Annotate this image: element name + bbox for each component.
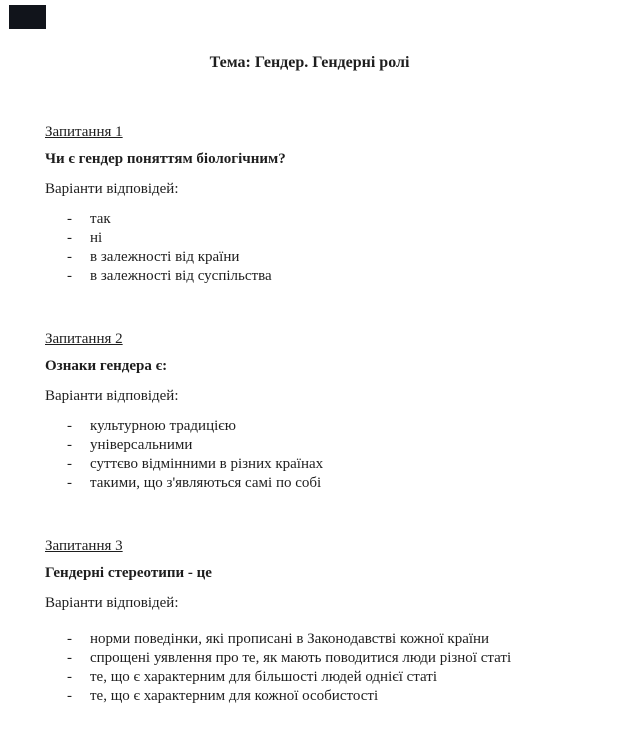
- question-heading: Запитання 1: [45, 124, 123, 140]
- dash-marker: -: [67, 211, 72, 227]
- dash-marker: -: [67, 437, 72, 453]
- option-text: універсальними: [90, 437, 193, 453]
- dash-marker: -: [67, 631, 72, 647]
- option-text: те, що є характерним для більшості людей однієї статі: [90, 669, 437, 685]
- dash-marker: -: [67, 650, 72, 666]
- option-item: [67, 229, 619, 248]
- option-item: [67, 474, 619, 493]
- dash-marker: -: [67, 456, 72, 472]
- dash-marker: -: [67, 688, 72, 704]
- option-item: [67, 267, 619, 286]
- dash-marker: -: [67, 268, 72, 284]
- option-text: в залежності від суспільства: [90, 268, 272, 284]
- option-item: [67, 210, 619, 229]
- option-text: ні: [90, 230, 103, 246]
- option-item: [67, 630, 619, 649]
- option-text: суттєво відмінними в різних країнах: [90, 456, 324, 472]
- question-block-2: [0, 330, 619, 493]
- option-text: норми поведінки, які прописані в Законодавстві кожної країни: [90, 631, 490, 647]
- option-item: [67, 436, 619, 455]
- option-text: такими, що з'являються самі по собі: [90, 475, 322, 491]
- option-text: те, що є характерним для кожної особистості: [90, 688, 379, 704]
- question-text: Ознаки гендера є:: [45, 358, 168, 374]
- dash-marker: -: [67, 418, 72, 434]
- option-text: так: [90, 211, 111, 227]
- question-block-1: [0, 123, 619, 286]
- question-text: Гендерні стереотипи - це: [45, 565, 212, 581]
- option-text: культурною традицією: [90, 418, 236, 434]
- question-heading: Запитання 3: [45, 538, 123, 554]
- page-title: Тема: Гендер. Гендерні ролі: [209, 54, 410, 71]
- dash-marker: -: [67, 475, 72, 491]
- dash-marker: -: [67, 249, 72, 265]
- option-item: [67, 248, 619, 267]
- question-text: Чи є гендер поняттям біологічним?: [45, 151, 286, 167]
- option-text: в залежності від країни: [90, 249, 240, 265]
- variants-label: Варіанти відповідей:: [45, 595, 179, 611]
- option-item: [67, 668, 619, 687]
- options-list: [67, 630, 619, 706]
- dash-marker: -: [67, 669, 72, 685]
- options-list: [67, 210, 619, 286]
- option-item: [67, 455, 619, 474]
- option-item: [67, 417, 619, 436]
- option-item: [67, 649, 619, 668]
- question-block-3: [0, 537, 619, 706]
- corner-dark-badge: [9, 5, 46, 29]
- question-heading: Запитання 2: [45, 331, 123, 347]
- option-item: [67, 687, 619, 706]
- option-text: спрощені уявлення про те, як мають поводитися люди різної статі: [90, 650, 512, 666]
- variants-label: Варіанти відповідей:: [45, 388, 179, 404]
- variants-label: Варіанти відповідей:: [45, 181, 179, 197]
- dash-marker: -: [67, 230, 72, 246]
- options-list: [67, 417, 619, 493]
